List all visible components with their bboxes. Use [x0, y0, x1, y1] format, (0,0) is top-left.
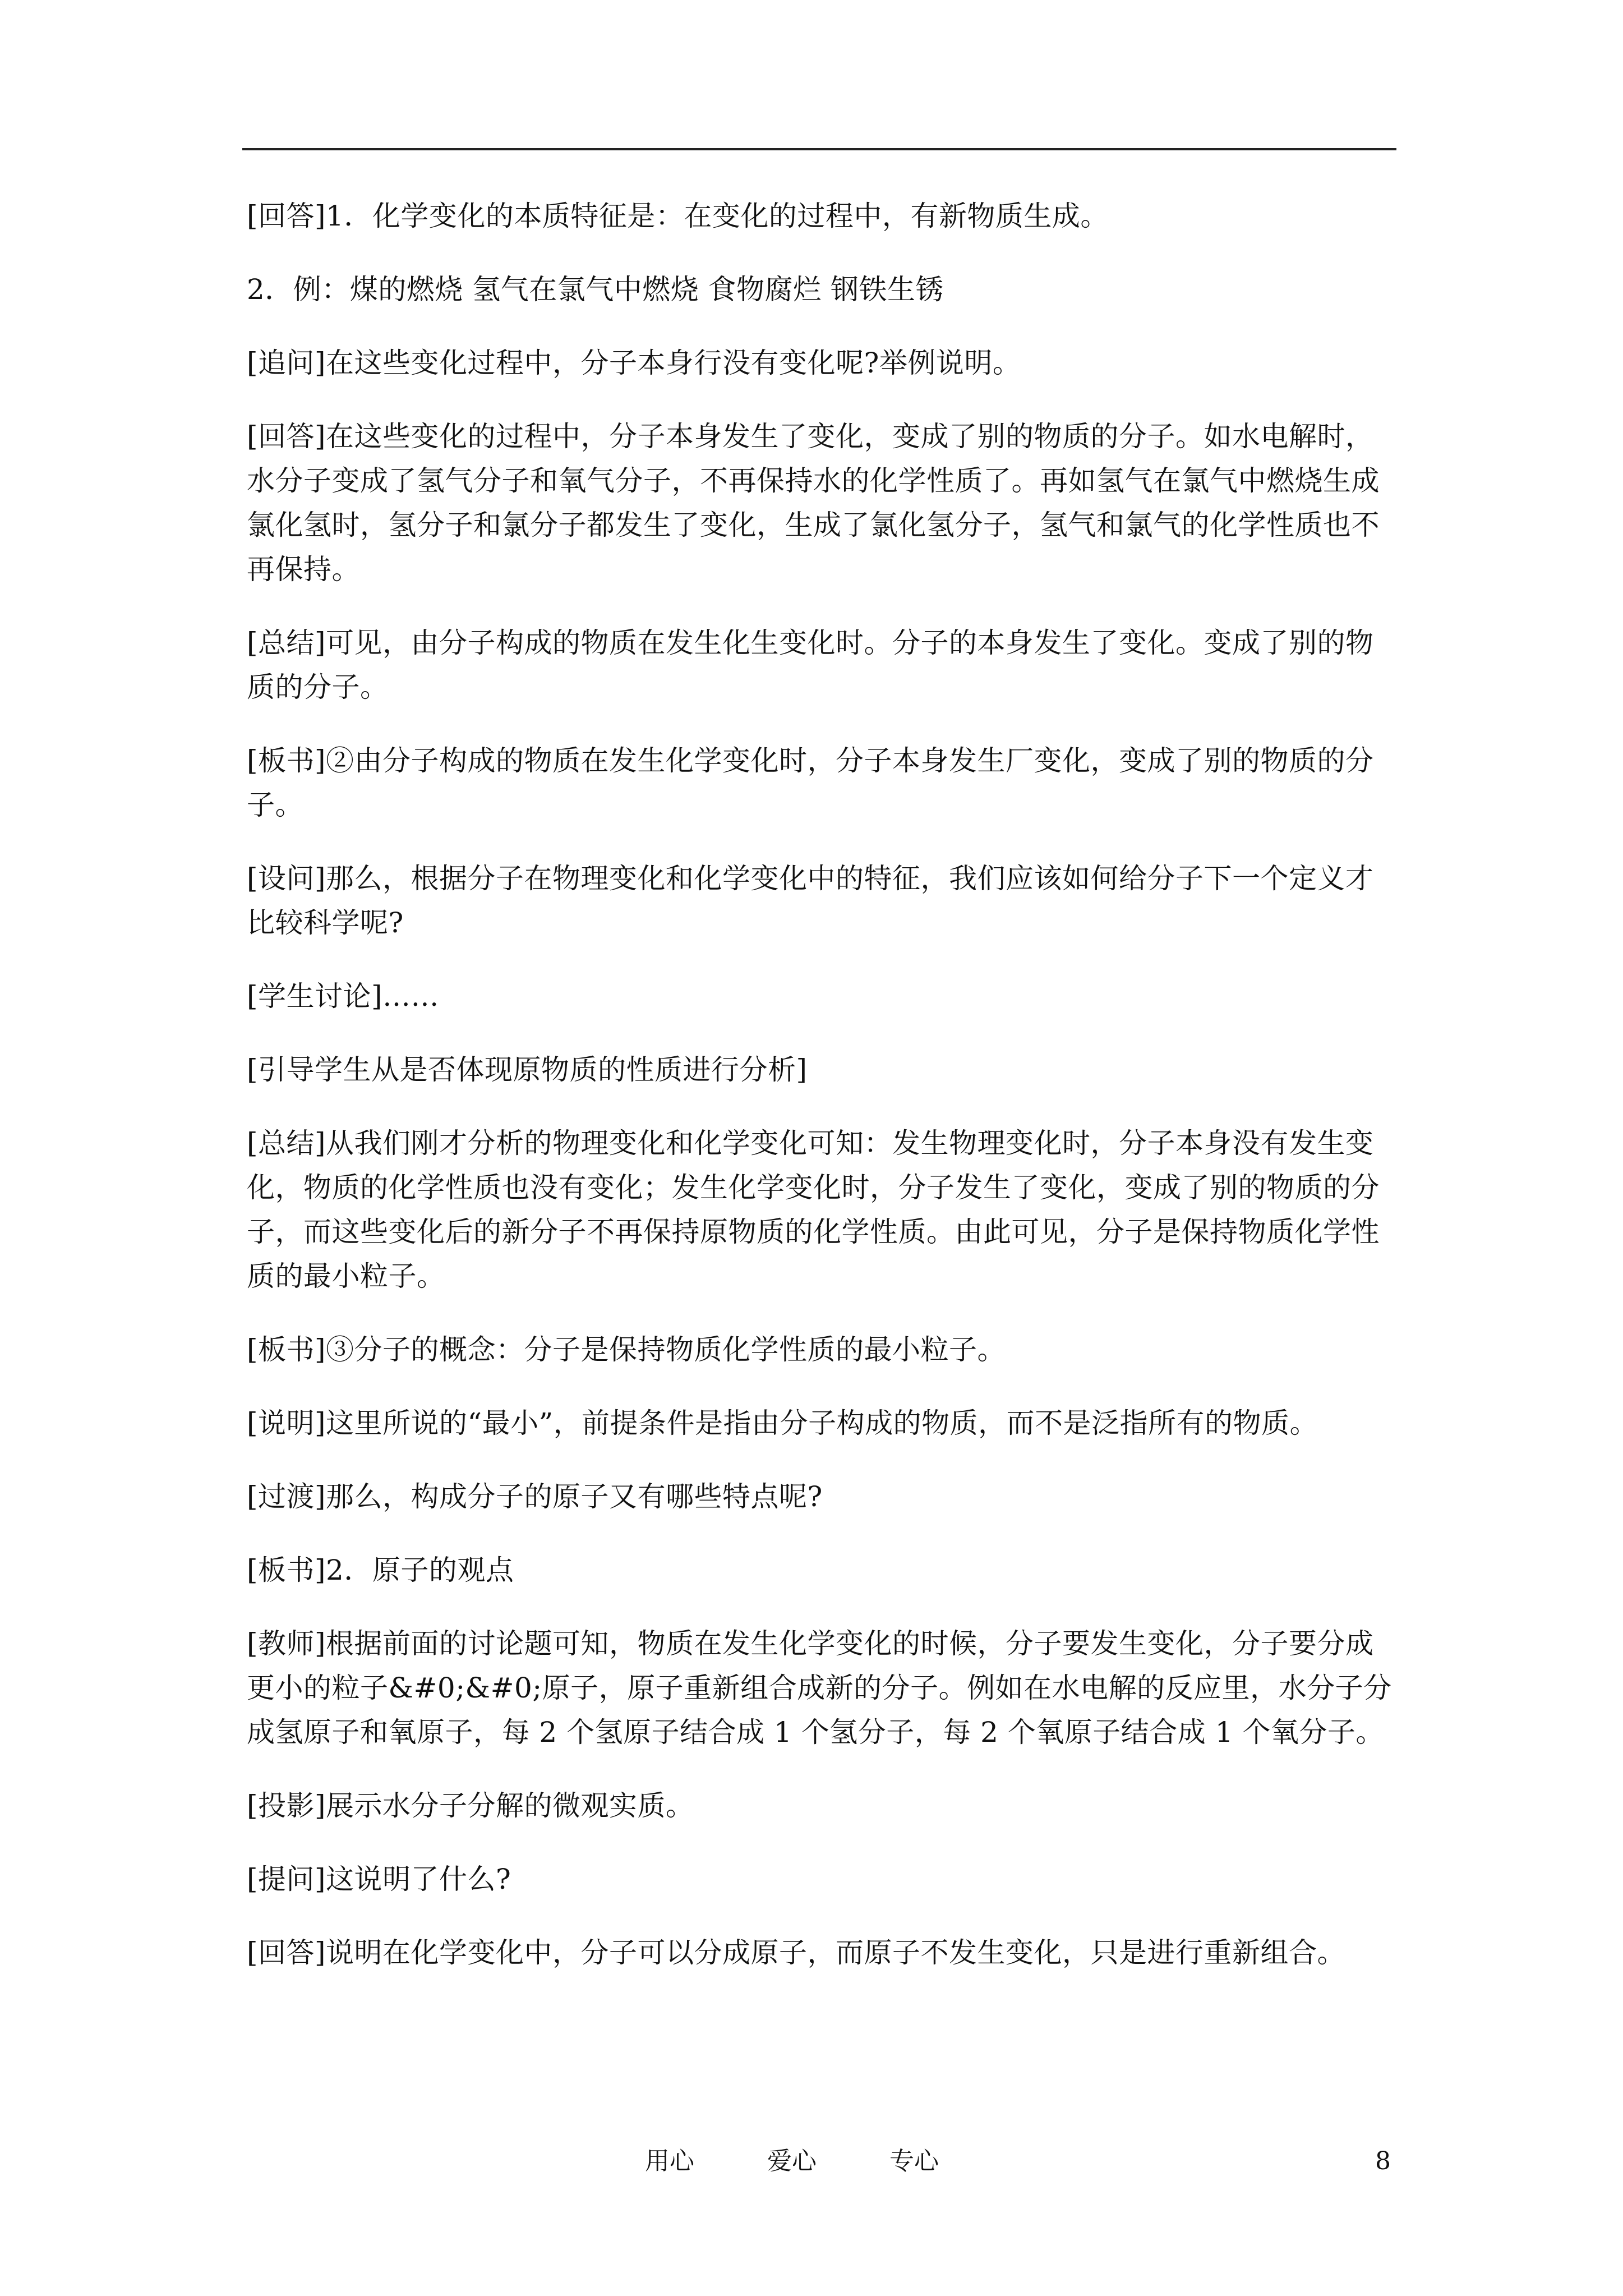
paragraph-board-note-3: [板书]③分子的概念：分子是保持物质化学性质的最小粒子。	[247, 1333, 1006, 1366]
paragraph-student-discussion: [学生讨论]……	[247, 980, 440, 1013]
paragraph-summary-1: [总结]可见，由分子构成的物质在发生化生变化时。分子的本身发生了变化。变成了别的物质的分子。	[247, 627, 1374, 703]
paragraph-question: [提问]这说明了什么?	[247, 1863, 511, 1895]
footer-motto-item: 专心	[889, 2147, 939, 2175]
paragraph-board-note-2: [板书]②由分子构成的物质在发生化学变化时，分子本身发生厂变化，变成了别的物质的分子。	[247, 744, 1374, 821]
footer-motto-item: 用心	[645, 2147, 694, 2175]
paragraph-guidance: [引导学生从是否体现原物质的性质进行分析]	[247, 1053, 808, 1086]
paragraph-explanation: [说明]这里所说的“最小”，前提条件是指由分子构成的物质，而不是泛指所有的物质。	[247, 1407, 1318, 1439]
document-body	[247, 194, 1396, 2004]
paragraph-teacher: [教师]根据前面的讨论题可知，物质在发生化学变化的时候，分子要发生变化，分子要分成更小的粒子&#0;&#0;原子，原子重新组合成新的分子。例如在水电解的反应里，水分子分成氢原子和氧原子，每 2 个氢原子结合成 1 个氢分子，每 2 个氧原子结合成 1 个氧分子。	[247, 1627, 1392, 1749]
paragraph-summary-2: [总结]从我们刚才分析的物理变化和化学变化可知：发生物理变化时，分子本身没有发生变化，物质的化学性质也没有变化；发生化学变化时，分子发生了变化，变成了别的物质的分子，而这些变化后的新分子不再保持原物质的化学性质。由此可见，分子是保持物质化学性质的最小粒子。	[247, 1127, 1380, 1292]
footer-motto	[645, 2142, 939, 2181]
page-number: 8	[1375, 2147, 1391, 2175]
header-rule	[242, 148, 1396, 150]
paragraph-answer-2: [回答]在这些变化的过程中，分子本身发生了变化，变成了别的物质的分子。如水电解时，水分子变成了氢气分子和氧气分子，不再保持水的化学性质了。再如氢气在氯气中燃烧生成氯化氢时，氢分子和氯分子都发生了变化，生成了氯化氢分子，氢气和氯气的化学性质也不再保持。	[247, 420, 1380, 586]
footer-motto-item: 爱心	[767, 2147, 817, 2175]
page-footer	[0, 2142, 1623, 2181]
paragraph-projection: [投影]展示水分子分解的微观实质。	[247, 1789, 694, 1822]
paragraph-board-atom-view: [板书]2．原子的观点	[247, 1554, 514, 1586]
paragraph-answer-1: [回答]1．化学变化的本质特征是：在变化的过程中，有新物质生成。	[247, 200, 1109, 232]
paragraph-posed-question: [设问]那么，根据分子在物理变化和化学变化中的特征，我们应该如何给分子下一个定义才比较科学呢?	[247, 862, 1374, 939]
paragraph-examples: 2．例：煤的燃烧 氢气在氯气中燃烧 食物腐烂 钢铁生锈	[247, 273, 944, 306]
paragraph-answer-3: [回答]说明在化学变化中，分子可以分成原子，而原子不发生变化，只是进行重新组合。	[247, 1936, 1346, 1969]
paragraph-follow-up-question: [追问]在这些变化过程中，分子本身行没有变化呢?举例说明。	[247, 347, 1021, 379]
paragraph-transition: [过渡]那么，构成分子的原子又有哪些特点呢?	[247, 1480, 823, 1513]
